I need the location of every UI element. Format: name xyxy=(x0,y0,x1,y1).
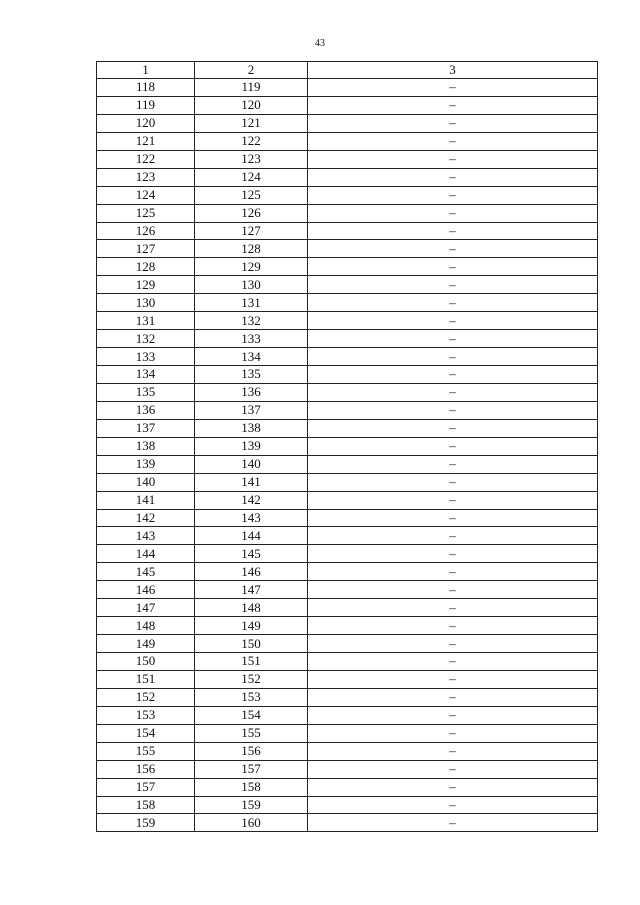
cell-col-3: – xyxy=(308,599,598,617)
table-row xyxy=(97,814,598,832)
cell-col-1: 158 xyxy=(97,796,195,814)
cell-col-3: – xyxy=(308,419,598,437)
table-row xyxy=(97,222,598,240)
cell-col-1: 124 xyxy=(97,186,195,204)
cell-col-3: – xyxy=(308,545,598,563)
cell-col-2: 119 xyxy=(195,79,308,97)
cell-col-1: 137 xyxy=(97,419,195,437)
table-row xyxy=(97,312,598,330)
cell-col-3: – xyxy=(308,491,598,509)
table-row xyxy=(97,527,598,545)
cell-col-2: 152 xyxy=(195,670,308,688)
cell-col-3: – xyxy=(308,330,598,348)
cell-col-1: 130 xyxy=(97,294,195,312)
cell-col-2: 155 xyxy=(195,724,308,742)
cell-col-3: – xyxy=(308,688,598,706)
table-row xyxy=(97,599,598,617)
cell-col-1: 143 xyxy=(97,527,195,545)
cell-col-1: 156 xyxy=(97,760,195,778)
table-row xyxy=(97,635,598,653)
table-row xyxy=(97,563,598,581)
cell-col-2: 140 xyxy=(195,455,308,473)
table-row xyxy=(97,742,598,760)
column-header-3: 3 xyxy=(308,62,598,79)
cell-col-2: 147 xyxy=(195,581,308,599)
cell-col-2: 149 xyxy=(195,617,308,635)
cell-col-3: – xyxy=(308,670,598,688)
cell-col-2: 132 xyxy=(195,312,308,330)
cell-col-2: 121 xyxy=(195,114,308,132)
table-row xyxy=(97,348,598,366)
table-row xyxy=(97,168,598,186)
table-row xyxy=(97,258,598,276)
cell-col-3: – xyxy=(308,706,598,724)
table-row xyxy=(97,653,598,671)
cell-col-1: 129 xyxy=(97,276,195,294)
cell-col-1: 146 xyxy=(97,581,195,599)
cell-col-3: – xyxy=(308,258,598,276)
cell-col-3: – xyxy=(308,186,598,204)
table-row xyxy=(97,79,598,97)
cell-col-2: 133 xyxy=(195,330,308,348)
data-table xyxy=(96,61,598,832)
cell-col-3: – xyxy=(308,742,598,760)
cell-col-1: 151 xyxy=(97,670,195,688)
cell-col-2: 136 xyxy=(195,383,308,401)
table-row xyxy=(97,366,598,384)
cell-col-1: 128 xyxy=(97,258,195,276)
column-header-2: 2 xyxy=(195,62,308,79)
cell-col-2: 139 xyxy=(195,437,308,455)
cell-col-1: 141 xyxy=(97,491,195,509)
cell-col-1: 139 xyxy=(97,455,195,473)
page-number: 43 xyxy=(315,38,325,49)
table-row xyxy=(97,150,598,168)
cell-col-3: – xyxy=(308,617,598,635)
cell-col-2: 144 xyxy=(195,527,308,545)
cell-col-3: – xyxy=(308,366,598,384)
cell-col-1: 127 xyxy=(97,240,195,258)
cell-col-3: – xyxy=(308,635,598,653)
table-body xyxy=(97,62,598,832)
cell-col-3: – xyxy=(308,204,598,222)
table-row xyxy=(97,276,598,294)
cell-col-2: 142 xyxy=(195,491,308,509)
cell-col-2: 141 xyxy=(195,473,308,491)
cell-col-1: 142 xyxy=(97,509,195,527)
cell-col-1: 123 xyxy=(97,168,195,186)
table-row xyxy=(97,509,598,527)
table-row xyxy=(97,724,598,742)
cell-col-3: – xyxy=(308,509,598,527)
cell-col-3: – xyxy=(308,312,598,330)
cell-col-1: 145 xyxy=(97,563,195,581)
table-row xyxy=(97,114,598,132)
table-header-row xyxy=(97,62,598,79)
cell-col-2: 134 xyxy=(195,348,308,366)
cell-col-1: 125 xyxy=(97,204,195,222)
table-row xyxy=(97,455,598,473)
cell-col-1: 120 xyxy=(97,114,195,132)
table-row xyxy=(97,383,598,401)
cell-col-3: – xyxy=(308,401,598,419)
cell-col-1: 134 xyxy=(97,366,195,384)
cell-col-1: 136 xyxy=(97,401,195,419)
cell-col-3: – xyxy=(308,760,598,778)
cell-col-2: 137 xyxy=(195,401,308,419)
table-row xyxy=(97,778,598,796)
table-row xyxy=(97,581,598,599)
cell-col-2: 124 xyxy=(195,168,308,186)
column-header-1: 1 xyxy=(97,62,195,79)
table-row xyxy=(97,96,598,114)
table-row xyxy=(97,796,598,814)
cell-col-3: – xyxy=(308,437,598,455)
cell-col-3: – xyxy=(308,724,598,742)
cell-col-3: – xyxy=(308,96,598,114)
cell-col-1: 159 xyxy=(97,814,195,832)
cell-col-3: – xyxy=(308,527,598,545)
cell-col-1: 119 xyxy=(97,96,195,114)
cell-col-2: 122 xyxy=(195,132,308,150)
table-row xyxy=(97,186,598,204)
cell-col-2: 120 xyxy=(195,96,308,114)
cell-col-1: 126 xyxy=(97,222,195,240)
cell-col-2: 158 xyxy=(195,778,308,796)
cell-col-2: 154 xyxy=(195,706,308,724)
cell-col-1: 121 xyxy=(97,132,195,150)
cell-col-1: 138 xyxy=(97,437,195,455)
table-row xyxy=(97,545,598,563)
cell-col-1: 157 xyxy=(97,778,195,796)
cell-col-2: 129 xyxy=(195,258,308,276)
cell-col-2: 145 xyxy=(195,545,308,563)
table-row xyxy=(97,617,598,635)
table-row xyxy=(97,240,598,258)
cell-col-2: 125 xyxy=(195,186,308,204)
cell-col-3: – xyxy=(308,240,598,258)
cell-col-2: 135 xyxy=(195,366,308,384)
cell-col-2: 138 xyxy=(195,419,308,437)
cell-col-3: – xyxy=(308,473,598,491)
cell-col-1: 154 xyxy=(97,724,195,742)
cell-col-3: – xyxy=(308,294,598,312)
cell-col-3: – xyxy=(308,114,598,132)
cell-col-2: 156 xyxy=(195,742,308,760)
cell-col-1: 122 xyxy=(97,150,195,168)
cell-col-2: 131 xyxy=(195,294,308,312)
cell-col-3: – xyxy=(308,79,598,97)
table-row xyxy=(97,204,598,222)
cell-col-3: – xyxy=(308,796,598,814)
cell-col-3: – xyxy=(308,778,598,796)
cell-col-3: – xyxy=(308,455,598,473)
cell-col-1: 131 xyxy=(97,312,195,330)
cell-col-3: – xyxy=(308,132,598,150)
table-row xyxy=(97,473,598,491)
table-row xyxy=(97,437,598,455)
cell-col-2: 126 xyxy=(195,204,308,222)
cell-col-3: – xyxy=(308,168,598,186)
cell-col-2: 123 xyxy=(195,150,308,168)
cell-col-1: 133 xyxy=(97,348,195,366)
cell-col-1: 155 xyxy=(97,742,195,760)
cell-col-2: 130 xyxy=(195,276,308,294)
cell-col-2: 157 xyxy=(195,760,308,778)
cell-col-3: – xyxy=(308,150,598,168)
table-row xyxy=(97,706,598,724)
cell-col-1: 147 xyxy=(97,599,195,617)
cell-col-3: – xyxy=(308,348,598,366)
cell-col-2: 146 xyxy=(195,563,308,581)
cell-col-3: – xyxy=(308,653,598,671)
cell-col-1: 132 xyxy=(97,330,195,348)
cell-col-1: 135 xyxy=(97,383,195,401)
table-row xyxy=(97,132,598,150)
table-row xyxy=(97,419,598,437)
cell-col-3: – xyxy=(308,276,598,294)
cell-col-1: 149 xyxy=(97,635,195,653)
cell-col-2: 143 xyxy=(195,509,308,527)
table-row xyxy=(97,688,598,706)
cell-col-3: – xyxy=(308,581,598,599)
table-row xyxy=(97,330,598,348)
cell-col-3: – xyxy=(308,563,598,581)
table-row xyxy=(97,670,598,688)
table-row xyxy=(97,401,598,419)
cell-col-2: 148 xyxy=(195,599,308,617)
cell-col-2: 159 xyxy=(195,796,308,814)
cell-col-3: – xyxy=(308,383,598,401)
table-row xyxy=(97,760,598,778)
cell-col-3: – xyxy=(308,814,598,832)
cell-col-1: 150 xyxy=(97,653,195,671)
cell-col-1: 148 xyxy=(97,617,195,635)
cell-col-1: 144 xyxy=(97,545,195,563)
cell-col-1: 140 xyxy=(97,473,195,491)
cell-col-1: 153 xyxy=(97,706,195,724)
cell-col-2: 151 xyxy=(195,653,308,671)
table-row xyxy=(97,491,598,509)
cell-col-2: 153 xyxy=(195,688,308,706)
table-row xyxy=(97,294,598,312)
cell-col-2: 128 xyxy=(195,240,308,258)
cell-col-2: 150 xyxy=(195,635,308,653)
cell-col-3: – xyxy=(308,222,598,240)
cell-col-1: 152 xyxy=(97,688,195,706)
cell-col-1: 118 xyxy=(97,79,195,97)
cell-col-2: 127 xyxy=(195,222,308,240)
cell-col-2: 160 xyxy=(195,814,308,832)
